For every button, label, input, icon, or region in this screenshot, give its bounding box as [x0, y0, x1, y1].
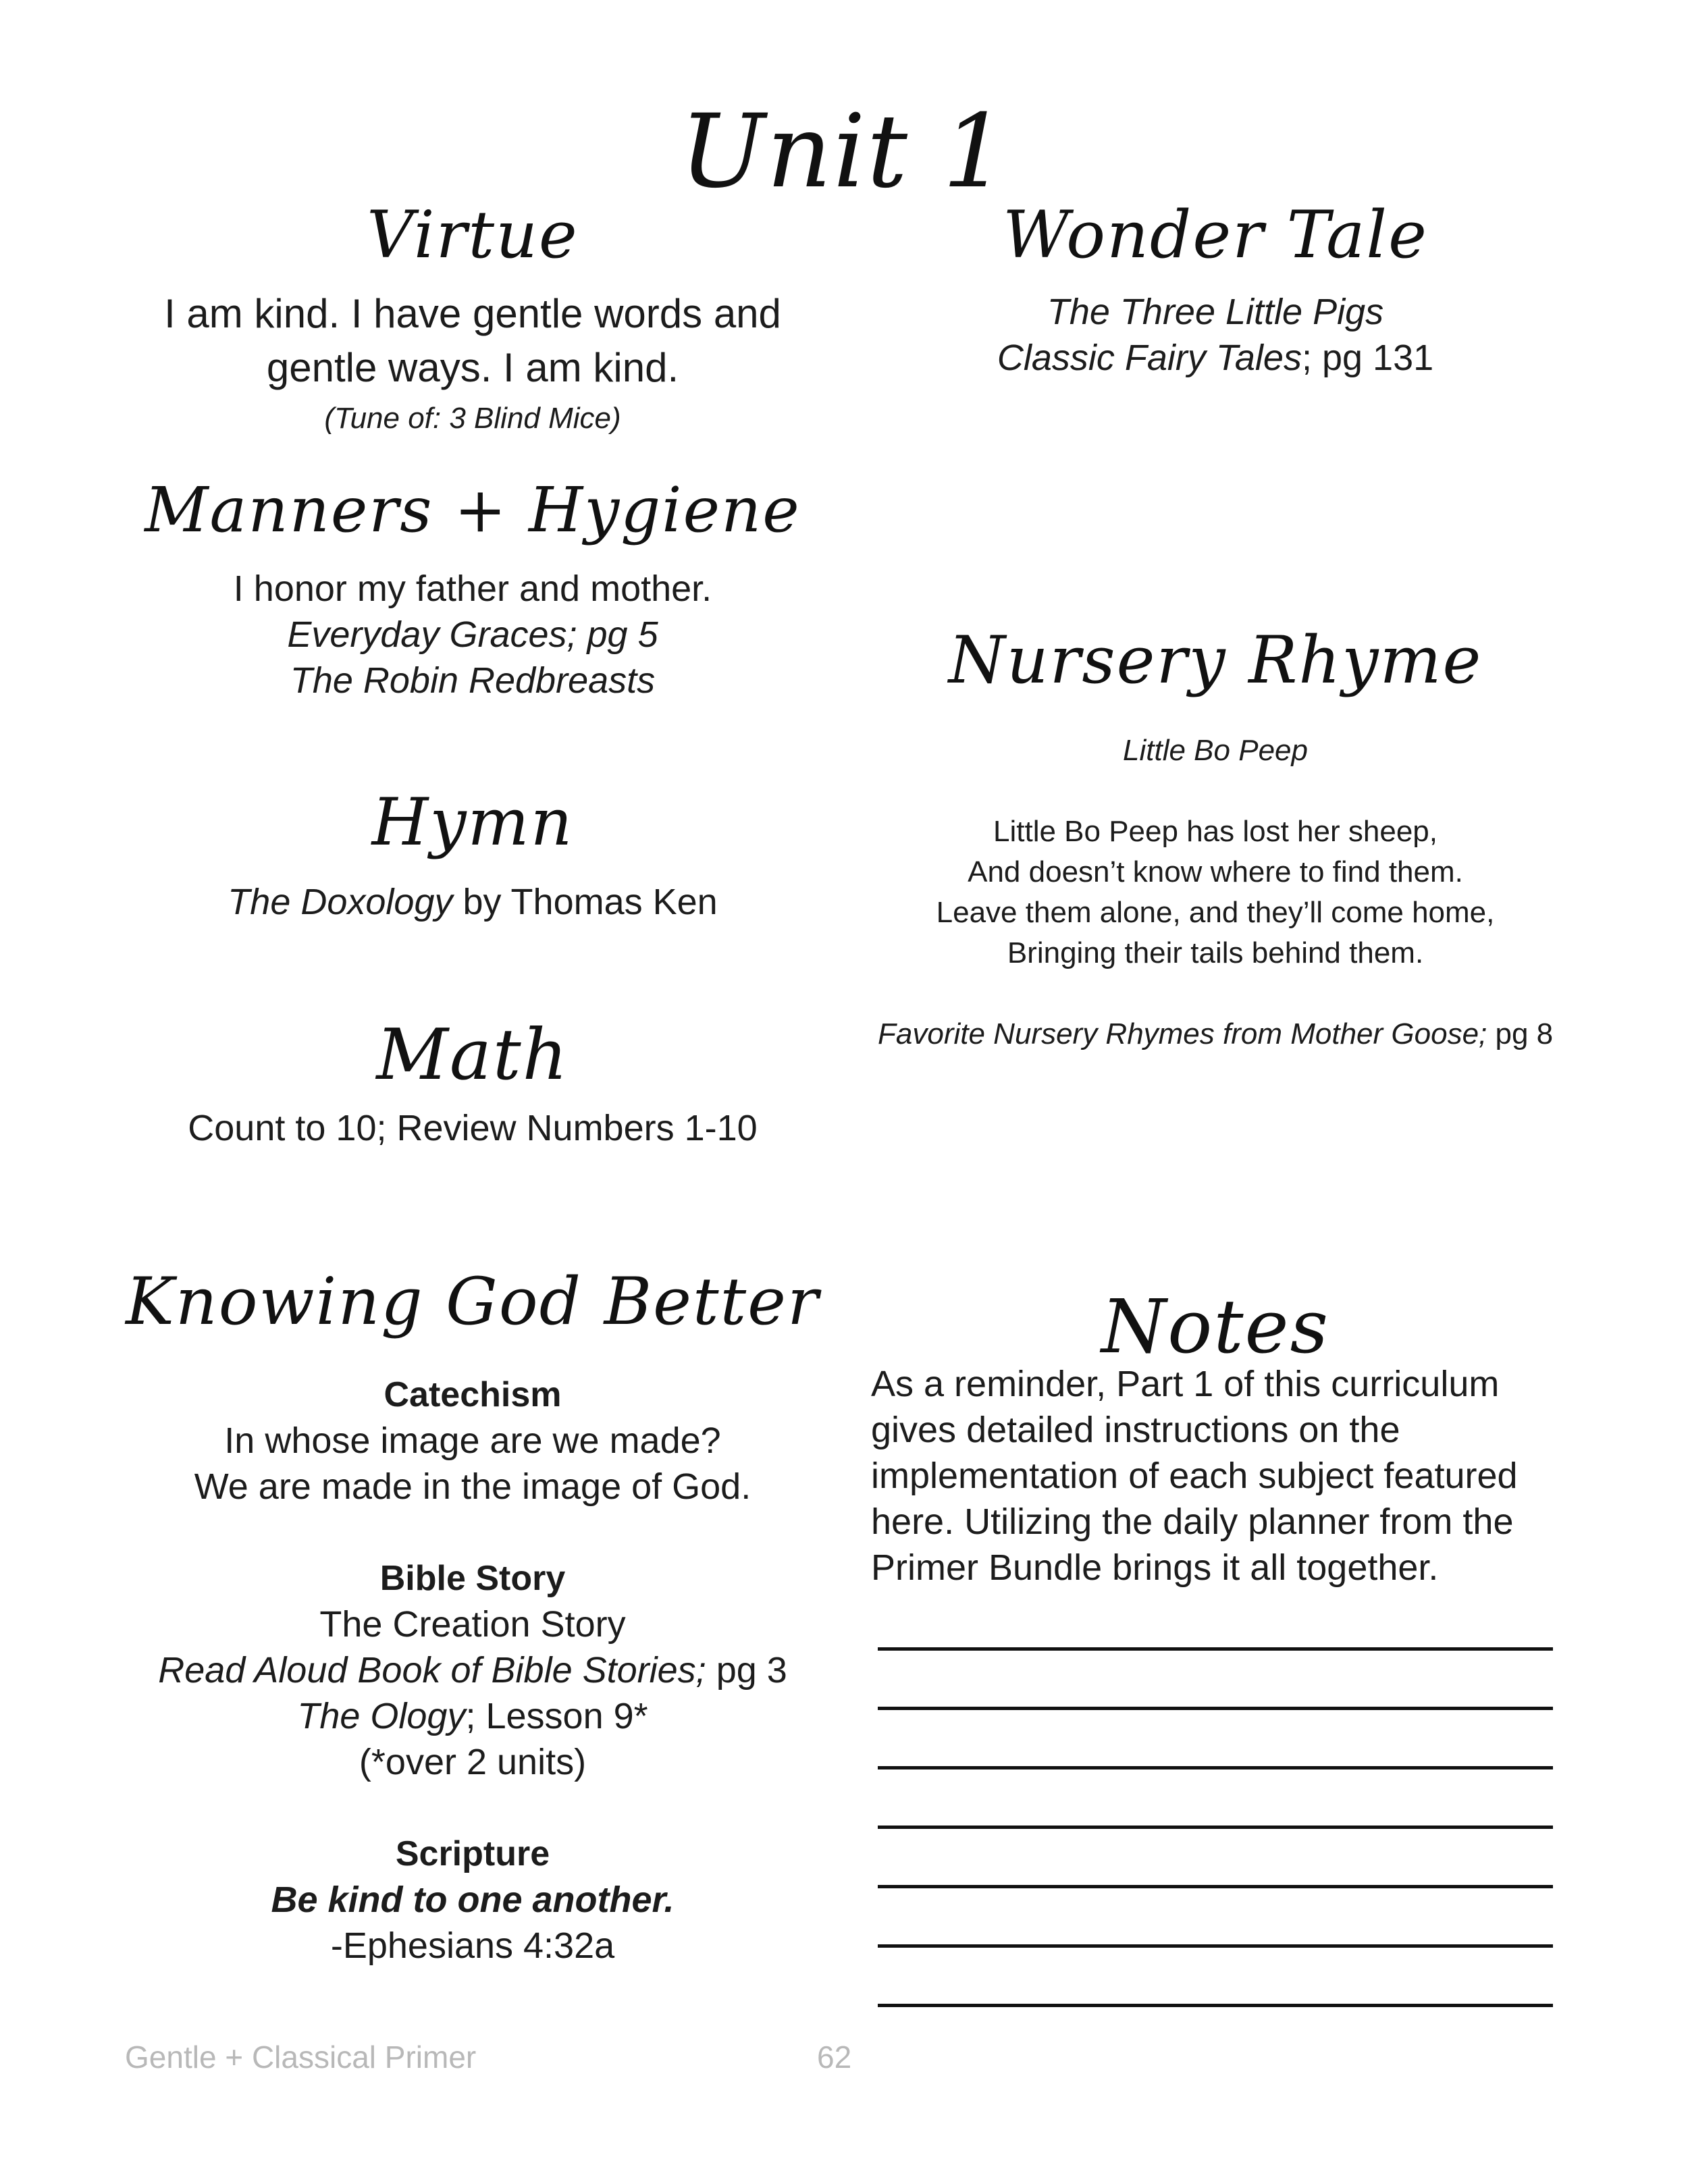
note-writing-line: [878, 1647, 1553, 1651]
hymn-heading: Hymn: [371, 784, 574, 860]
note-writing-line: [878, 1826, 1553, 1829]
virtue-tune: (Tune of: 3 Blind Mice): [324, 402, 621, 435]
manners-story: The Robin Redbreasts: [290, 660, 656, 701]
catechism-answer: We are made in the image of God.: [194, 1466, 751, 1507]
scripture-label: Scripture: [395, 1834, 550, 1873]
notes-heading: Notes: [1101, 1283, 1330, 1370]
virtue-heading: Virtue: [367, 197, 579, 273]
note-writing-line: [878, 1885, 1553, 1888]
note-writing-line: [878, 2004, 1553, 2007]
knowing-god-better-heading: Knowing God Better: [126, 1264, 820, 1339]
nursery-rhyme-verse-line: Bringing their tails behind them.: [1007, 936, 1424, 969]
notes-line: implementation of each subject featured: [871, 1456, 1518, 1496]
math-heading: Math: [376, 1013, 569, 1096]
note-writing-line: [878, 1766, 1553, 1769]
wonder-tale-page: ; pg 131: [1301, 338, 1434, 378]
nursery-rhyme-page: pg 8: [1487, 1017, 1554, 1050]
notes-line: here. Utilizing the daily planner from the: [871, 1501, 1514, 1542]
bible-story-title: The Creation Story: [319, 1604, 626, 1645]
notes-line: Primer Bundle brings it all together.: [871, 1547, 1439, 1588]
scripture-reference: -Ephesians 4:32a: [330, 1925, 615, 1966]
page-title: Unit 1: [679, 93, 1009, 211]
virtue-line: gentle ways. I am kind.: [266, 345, 679, 390]
ology-title: The Ology: [297, 1696, 466, 1736]
scripture-verse: Be kind to one another.: [271, 1880, 675, 1920]
page-number: 62: [817, 2040, 852, 2075]
bible-story-label: Bible Story: [379, 1559, 566, 1598]
notes-line: As a reminder, Part 1 of this curriculum: [871, 1364, 1500, 1404]
wonder-tale-source: [945, 335, 1485, 381]
note-writing-line: [878, 1707, 1553, 1710]
manners-hygiene-heading: Manners + Hygiene: [144, 474, 801, 546]
bible-story-book: Read Aloud Book of Bible Stories;: [158, 1650, 706, 1690]
wonder-tale-book: Classic Fairy Tales: [997, 338, 1302, 378]
bible-story-source: [101, 1647, 844, 1693]
hymn-author: by Thomas Ken: [452, 882, 718, 922]
catechism-label: Catechism: [384, 1375, 562, 1414]
wonder-tale-section: [945, 289, 1485, 381]
knowing-god-better-section: [101, 1372, 844, 1969]
notes-line: gives detailed instructions on the: [871, 1410, 1400, 1450]
wonder-tale-heading: Wonder Tale: [1003, 197, 1428, 273]
nursery-rhyme-source: [878, 1014, 1553, 1055]
hymn-section: [101, 879, 844, 925]
hymn-line: [101, 879, 844, 925]
ology-lesson: ; Lesson 9*: [465, 1696, 648, 1736]
nursery-rhyme-book: Favorite Nursery Rhymes from Mother Goose;: [878, 1017, 1487, 1050]
ology-source: [101, 1693, 844, 1739]
notes-text: [871, 1361, 1587, 1591]
manners-book: Everyday Graces;: [287, 614, 577, 655]
math-text: Count to 10; Review Numbers 1-10: [188, 1108, 758, 1148]
virtue-line: I am kind. I have gentle words and: [164, 291, 781, 336]
math-section: [101, 1105, 844, 1151]
bible-story-note: (*over 2 units): [359, 1742, 587, 1782]
nursery-rhyme-heading: Nursery Rhyme: [948, 622, 1483, 698]
nursery-rhyme-section: [878, 730, 1553, 1055]
virtue-section: [101, 287, 844, 442]
footer-title: Gentle + Classical Primer: [125, 2040, 477, 2075]
catechism-question: In whose image are we made?: [224, 1420, 721, 1461]
manners-line: I honor my father and mother.: [233, 568, 712, 609]
manners-page: pg 5: [577, 614, 658, 655]
manners-source: [101, 612, 844, 658]
nursery-rhyme-verse-line: Leave them alone, and they’ll come home,: [936, 896, 1495, 929]
note-writing-line: [878, 1944, 1553, 1948]
manners-hygiene-section: [101, 566, 844, 703]
nursery-rhyme-verse-line: Little Bo Peep has lost her sheep,: [993, 815, 1438, 848]
wonder-tale-title: The Three Little Pigs: [1047, 292, 1384, 332]
nursery-rhyme-verse-line: And doesn’t know where to find them.: [968, 855, 1463, 888]
hymn-title: The Doxology: [228, 882, 453, 922]
bible-story-page: pg 3: [706, 1650, 787, 1690]
nursery-rhyme-title: Little Bo Peep: [1123, 734, 1308, 767]
